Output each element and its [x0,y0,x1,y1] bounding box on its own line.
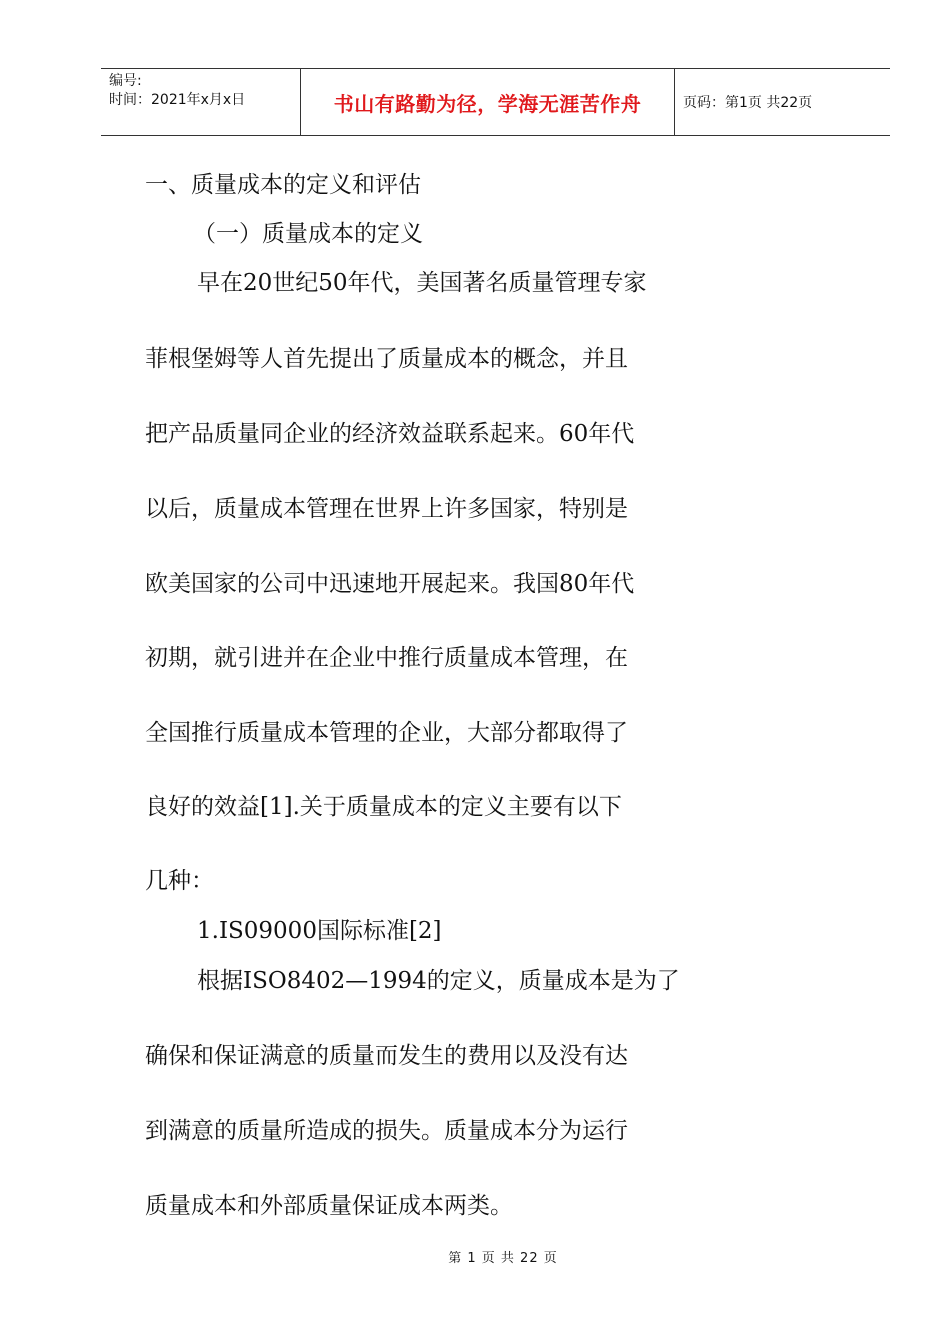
document-number-label: 编号: [109,73,142,89]
paragraph-line: 以后，质量成本管理在世界上许多国家，特别是 [145,496,628,522]
subsection-item-heading: 1.IS09000国际标准[2] [197,918,442,944]
paragraph-line: 菲根堡姆等人首先提出了质量成本的概念，并且 [145,346,628,372]
paragraph-line: 把产品质量同企业的经济效益联系起来。60年代 [145,421,635,447]
paragraph-line: 全国推行质量成本管理的企业，大部分都取得了 [145,720,628,746]
paragraph-line: 初期，就引进并在企业中推行质量成本管理，在 [145,645,628,671]
header-page-info: 页码：第1页 共22页 [683,95,813,111]
document-time-label: 时间：2021年x月x日 [109,92,246,108]
document-header [101,68,890,136]
header-meta-cell [101,69,301,135]
header-page-cell [675,69,890,135]
paragraph-line: 确保和保证满意的质量而发生的费用以及没有达 [145,1043,628,1069]
header-motto: 书山有路勤为径，学海无涯苦作舟 [333,91,642,116]
section-heading: 一、质量成本的定义和评估 [145,172,421,198]
paragraph-line: 欧美国家的公司中迅速地开展起来。我国80年代 [145,571,635,597]
paragraph-line: 质量成本和外部质量保证成本两类。 [145,1193,513,1219]
page-footer: 第 1 页 共 22 页 [448,1251,558,1266]
subsection-heading: （一）质量成本的定义 [193,221,423,247]
paragraph-line: 到满意的质量所造成的损失。质量成本分为运行 [145,1118,628,1144]
header-motto-cell [301,69,675,135]
paragraph-line: 几种： [145,868,214,894]
paragraph-line: 良好的效益[1].关于质量成本的定义主要有以下 [145,794,622,820]
paragraph-line: 根据ISO8402—1994的定义，质量成本是为了 [197,968,680,994]
paragraph-line: 早在20世纪50年代，美国著名质量管理专家 [197,270,647,296]
